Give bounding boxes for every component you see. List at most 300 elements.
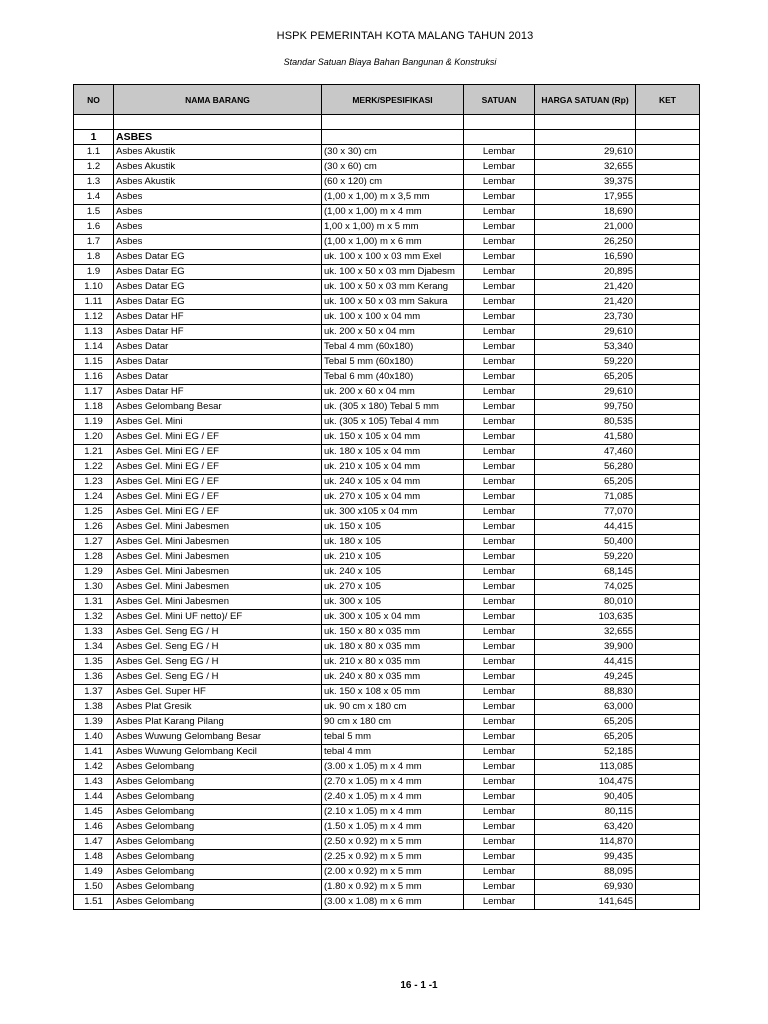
cell-nama-barang: Asbes Wuwung Gelombang Besar (114, 730, 322, 745)
cell-harga-satuan: 80,010 (535, 595, 636, 610)
cell-merk-spesifikasi: 90 cm x 180 cm (322, 715, 464, 730)
cell-nama-barang: Asbes Gelombang (114, 775, 322, 790)
table-row (74, 490, 700, 505)
cell-ket (636, 280, 700, 295)
cell-merk-spesifikasi: uk. 200 x 60 x 04 mm (322, 385, 464, 400)
cell-no: 1.26 (74, 520, 114, 535)
cell-nama-barang: Asbes Datar HF (114, 385, 322, 400)
cell-harga-satuan: 56,280 (535, 460, 636, 475)
cell-nama-barang: Asbes Akustik (114, 160, 322, 175)
cell-no: 1.12 (74, 310, 114, 325)
cell-harga-satuan: 63,420 (535, 820, 636, 835)
cell-harga-satuan: 65,205 (535, 370, 636, 385)
document-title: HSPK PEMERINTAH KOTA MALANG TAHUN 2013 (276, 30, 534, 42)
cell-no: 1.21 (74, 445, 114, 460)
cell-no: 1.9 (74, 265, 114, 280)
cell-harga-satuan: 18,690 (535, 205, 636, 220)
blank-cell (322, 115, 464, 130)
cell-no: 1.11 (74, 295, 114, 310)
cell-no: 1.22 (74, 460, 114, 475)
cell-ket (636, 595, 700, 610)
cell-no: 1.2 (74, 160, 114, 175)
table-row (74, 250, 700, 265)
cell-merk-spesifikasi: tebal 4 mm (322, 745, 464, 760)
cell-ket (636, 325, 700, 340)
cell-ket (636, 370, 700, 385)
cell-merk-spesifikasi: (60 x 120) cm (322, 175, 464, 190)
cell-harga-satuan: 65,205 (535, 715, 636, 730)
cell-harga-satuan: 74,025 (535, 580, 636, 595)
cell-satuan: Lembar (464, 625, 535, 640)
cell-satuan: Lembar (464, 325, 535, 340)
cell-merk-spesifikasi: (1,00 x 1,00) m x 4 mm (322, 205, 464, 220)
cell-harga-satuan: 80,115 (535, 805, 636, 820)
cell-harga-satuan: 65,205 (535, 475, 636, 490)
cell-nama-barang: Asbes Gel. Mini EG / EF (114, 430, 322, 445)
cell-satuan: Lembar (464, 385, 535, 400)
cell-ket (636, 550, 700, 565)
cell-no: 1.30 (74, 580, 114, 595)
cell-harga-satuan: 90,405 (535, 790, 636, 805)
cell-harga-satuan: 20,895 (535, 265, 636, 280)
cell-harga-satuan: 32,655 (535, 625, 636, 640)
cell-harga-satuan: 113,085 (535, 760, 636, 775)
cell-nama-barang: Asbes Gelombang (114, 895, 322, 910)
section-no: 1 (74, 130, 114, 145)
header-harga-satuan: HARGA SATUAN (Rp) (535, 85, 636, 115)
cell-merk-spesifikasi: (2.00 x 0.92) m x 5 mm (322, 865, 464, 880)
cell-ket (636, 700, 700, 715)
cell-no: 1.1 (74, 145, 114, 160)
cell-satuan: Lembar (464, 565, 535, 580)
cell-ket (636, 850, 700, 865)
table-row (74, 190, 700, 205)
cell-ket (636, 475, 700, 490)
cell-merk-spesifikasi: uk. 300 x 105 x 04 mm (322, 610, 464, 625)
cell-no: 1.25 (74, 505, 114, 520)
table-row (74, 415, 700, 430)
cell-harga-satuan: 68,145 (535, 565, 636, 580)
cell-satuan: Lembar (464, 640, 535, 655)
cell-merk-spesifikasi: uk. 180 x 80 x 035 mm (322, 640, 464, 655)
cell-no: 1.33 (74, 625, 114, 640)
cell-satuan: Lembar (464, 550, 535, 565)
cell-satuan: Lembar (464, 610, 535, 625)
cell-ket (636, 775, 700, 790)
cell-no: 1.50 (74, 880, 114, 895)
table-row (74, 385, 700, 400)
cell-nama-barang: Asbes Datar (114, 355, 322, 370)
cell-ket (636, 805, 700, 820)
cell-nama-barang: Asbes Gel. Mini EG / EF (114, 460, 322, 475)
cell-merk-spesifikasi: (2.25 x 0.92) m x 5 mm (322, 850, 464, 865)
cell-no: 1.39 (74, 715, 114, 730)
document-subtitle: Standar Satuan Biaya Bahan Bangunan & Konstruksi (283, 57, 497, 67)
cell-harga-satuan: 21,000 (535, 220, 636, 235)
cell-merk-spesifikasi: uk. 240 x 80 x 035 mm (322, 670, 464, 685)
table-row (74, 580, 700, 595)
cell-satuan: Lembar (464, 655, 535, 670)
cell-no: 1.27 (74, 535, 114, 550)
cell-ket (636, 175, 700, 190)
cell-merk-spesifikasi: uk. 210 x 105 (322, 550, 464, 565)
cell-nama-barang: Asbes Akustik (114, 145, 322, 160)
table-row (74, 220, 700, 235)
cell-harga-satuan: 39,900 (535, 640, 636, 655)
cell-no: 1.44 (74, 790, 114, 805)
cell-no: 1.16 (74, 370, 114, 385)
blank-cell (114, 115, 322, 130)
cell-merk-spesifikasi: uk. 150 x 108 x 05 mm (322, 685, 464, 700)
cell-satuan: Lembar (464, 265, 535, 280)
table-row (74, 145, 700, 160)
cell-nama-barang: Asbes Gelombang (114, 880, 322, 895)
table-row (74, 205, 700, 220)
cell-ket (636, 220, 700, 235)
cell-ket (636, 190, 700, 205)
table-row (74, 670, 700, 685)
cell-no: 1.17 (74, 385, 114, 400)
cell-nama-barang: Asbes Akustik (114, 175, 322, 190)
cell-ket (636, 640, 700, 655)
table-row (74, 235, 700, 250)
cell-no: 1.49 (74, 865, 114, 880)
cell-ket (636, 760, 700, 775)
cell-merk-spesifikasi: (30 x 30) cm (322, 145, 464, 160)
header-no: NO (74, 85, 114, 115)
cell-no: 1.7 (74, 235, 114, 250)
cell-no: 1.14 (74, 340, 114, 355)
cell-harga-satuan: 99,435 (535, 850, 636, 865)
cell-ket (636, 400, 700, 415)
header-ket: KET (636, 85, 700, 115)
cell-nama-barang: Asbes Wuwung Gelombang Kecil (114, 745, 322, 760)
cell-ket (636, 520, 700, 535)
cell-ket (636, 790, 700, 805)
cell-nama-barang: Asbes Gel. Super HF (114, 685, 322, 700)
cell-harga-satuan: 71,085 (535, 490, 636, 505)
table-row (74, 685, 700, 700)
cell-merk-spesifikasi: (1,00 x 1,00) m x 6 mm (322, 235, 464, 250)
cell-nama-barang: Asbes Gel. Seng EG / H (114, 670, 322, 685)
cell-ket (636, 565, 700, 580)
table-row (74, 790, 700, 805)
cell-satuan: Lembar (464, 220, 535, 235)
cell-harga-satuan: 80,535 (535, 415, 636, 430)
cell-no: 1.4 (74, 190, 114, 205)
cell-harga-satuan: 26,250 (535, 235, 636, 250)
cell-satuan: Lembar (464, 835, 535, 850)
cell-satuan: Lembar (464, 760, 535, 775)
cell-satuan: Lembar (464, 460, 535, 475)
cell-merk-spesifikasi: (1.50 x 1.05) m x 4 mm (322, 820, 464, 835)
table-row (74, 160, 700, 175)
table-row (74, 850, 700, 865)
cell-no: 1.47 (74, 835, 114, 850)
cell-merk-spesifikasi: uk. 90 cm x 180 cm (322, 700, 464, 715)
cell-merk-spesifikasi: uk. 100 x 100 x 04 mm (322, 310, 464, 325)
section-name: ASBES (114, 130, 322, 145)
cell-ket (636, 535, 700, 550)
table-row (74, 625, 700, 640)
cell-harga-satuan: 88,095 (535, 865, 636, 880)
cell-ket (636, 490, 700, 505)
cell-ket (636, 295, 700, 310)
table-row (74, 370, 700, 385)
price-table (73, 84, 700, 910)
cell-merk-spesifikasi: uk. 240 x 105 x 04 mm (322, 475, 464, 490)
cell-harga-satuan: 99,750 (535, 400, 636, 415)
cell-nama-barang: Asbes Gelombang (114, 805, 322, 820)
cell-ket (636, 415, 700, 430)
blank-cell (464, 130, 535, 145)
cell-merk-spesifikasi: Tebal 4 mm (60x180) (322, 340, 464, 355)
cell-nama-barang: Asbes Gel. Seng EG / H (114, 640, 322, 655)
cell-no: 1.35 (74, 655, 114, 670)
cell-ket (636, 430, 700, 445)
table-row (74, 475, 700, 490)
blank-cell (74, 115, 114, 130)
cell-satuan: Lembar (464, 340, 535, 355)
cell-harga-satuan: 59,220 (535, 355, 636, 370)
cell-no: 1.5 (74, 205, 114, 220)
cell-merk-spesifikasi: uk. 240 x 105 (322, 565, 464, 580)
table-row (74, 175, 700, 190)
cell-harga-satuan: 88,830 (535, 685, 636, 700)
cell-no: 1.24 (74, 490, 114, 505)
cell-ket (636, 235, 700, 250)
cell-nama-barang: Asbes Gelombang (114, 865, 322, 880)
cell-satuan: Lembar (464, 700, 535, 715)
cell-no: 1.46 (74, 820, 114, 835)
cell-harga-satuan: 69,930 (535, 880, 636, 895)
cell-no: 1.8 (74, 250, 114, 265)
cell-no: 1.36 (74, 670, 114, 685)
cell-nama-barang: Asbes Gel. Mini UF netto)/ EF (114, 610, 322, 625)
cell-harga-satuan: 59,220 (535, 550, 636, 565)
table-row (74, 595, 700, 610)
table-row (74, 820, 700, 835)
cell-harga-satuan: 103,635 (535, 610, 636, 625)
page-footer: 16 - 1 -1 (400, 980, 438, 991)
cell-nama-barang: Asbes Gelombang (114, 820, 322, 835)
cell-harga-satuan: 104,475 (535, 775, 636, 790)
cell-ket (636, 505, 700, 520)
cell-ket (636, 895, 700, 910)
cell-harga-satuan: 65,205 (535, 730, 636, 745)
cell-merk-spesifikasi: uk. 210 x 105 x 04 mm (322, 460, 464, 475)
cell-satuan: Lembar (464, 235, 535, 250)
cell-nama-barang: Asbes Gelombang (114, 760, 322, 775)
cell-harga-satuan: 44,415 (535, 655, 636, 670)
cell-harga-satuan: 21,420 (535, 280, 636, 295)
cell-harga-satuan: 53,340 (535, 340, 636, 355)
cell-ket (636, 715, 700, 730)
table-row (74, 880, 700, 895)
cell-satuan: Lembar (464, 370, 535, 385)
cell-merk-spesifikasi: (2.70 x 1.05) m x 4 mm (322, 775, 464, 790)
cell-satuan: Lembar (464, 730, 535, 745)
table-row (74, 460, 700, 475)
table-row (74, 520, 700, 535)
cell-satuan: Lembar (464, 190, 535, 205)
cell-nama-barang: Asbes Gel. Mini EG / EF (114, 505, 322, 520)
cell-merk-spesifikasi: (1.80 x 0.92) m x 5 mm (322, 880, 464, 895)
cell-satuan: Lembar (464, 400, 535, 415)
cell-nama-barang: Asbes Gel. Mini Jabesmen (114, 580, 322, 595)
cell-ket (636, 835, 700, 850)
cell-harga-satuan: 17,955 (535, 190, 636, 205)
cell-merk-spesifikasi: uk. 270 x 105 x 04 mm (322, 490, 464, 505)
cell-no: 1.3 (74, 175, 114, 190)
cell-merk-spesifikasi: (1,00 x 1,00) m x 3,5 mm (322, 190, 464, 205)
blank-cell (535, 115, 636, 130)
table-row (74, 640, 700, 655)
table-row (74, 865, 700, 880)
cell-nama-barang: Asbes Datar EG (114, 280, 322, 295)
cell-ket (636, 820, 700, 835)
cell-merk-spesifikasi: uk. 100 x 100 x 03 mm Exel (322, 250, 464, 265)
cell-satuan: Lembar (464, 865, 535, 880)
cell-ket (636, 160, 700, 175)
cell-satuan: Lembar (464, 715, 535, 730)
cell-ket (636, 610, 700, 625)
cell-nama-barang: Asbes Gel. Seng EG / H (114, 655, 322, 670)
cell-satuan: Lembar (464, 415, 535, 430)
blank-cell (322, 130, 464, 145)
cell-satuan: Lembar (464, 535, 535, 550)
blank-cell (464, 115, 535, 130)
cell-no: 1.28 (74, 550, 114, 565)
cell-satuan: Lembar (464, 505, 535, 520)
cell-harga-satuan: 21,420 (535, 295, 636, 310)
table-row (74, 325, 700, 340)
cell-no: 1.48 (74, 850, 114, 865)
cell-merk-spesifikasi: (3.00 x 1.08) m x 6 mm (322, 895, 464, 910)
cell-nama-barang: Asbes Plat Karang Pilang (114, 715, 322, 730)
cell-no: 1.51 (74, 895, 114, 910)
cell-harga-satuan: 29,610 (535, 325, 636, 340)
cell-harga-satuan: 50,400 (535, 535, 636, 550)
cell-nama-barang: Asbes Datar EG (114, 295, 322, 310)
cell-nama-barang: Asbes Gel. Mini Jabesmen (114, 535, 322, 550)
cell-no: 1.29 (74, 565, 114, 580)
cell-merk-spesifikasi: uk. 150 x 105 x 04 mm (322, 430, 464, 445)
blank-cell (535, 130, 636, 145)
cell-satuan: Lembar (464, 595, 535, 610)
cell-nama-barang: Asbes Gel. Mini EG / EF (114, 445, 322, 460)
cell-harga-satuan: 23,730 (535, 310, 636, 325)
cell-satuan: Lembar (464, 520, 535, 535)
table-header-row (74, 85, 700, 115)
cell-satuan: Lembar (464, 295, 535, 310)
cell-merk-spesifikasi: uk. 150 x 105 (322, 520, 464, 535)
cell-satuan: Lembar (464, 175, 535, 190)
cell-merk-spesifikasi: uk. 180 x 105 x 04 mm (322, 445, 464, 460)
cell-merk-spesifikasi: uk. (305 x 180) Tebal 5 mm (322, 400, 464, 415)
cell-satuan: Lembar (464, 820, 535, 835)
cell-satuan: Lembar (464, 775, 535, 790)
table-row (74, 355, 700, 370)
cell-nama-barang: Asbes Datar (114, 370, 322, 385)
cell-nama-barang: Asbes (114, 235, 322, 250)
cell-satuan: Lembar (464, 790, 535, 805)
cell-nama-barang: Asbes Datar HF (114, 325, 322, 340)
blank-cell (636, 130, 700, 145)
cell-merk-spesifikasi: (30 x 60) cm (322, 160, 464, 175)
cell-merk-spesifikasi: uk. 100 x 50 x 03 mm Kerang (322, 280, 464, 295)
cell-harga-satuan: 41,580 (535, 430, 636, 445)
table-row (74, 535, 700, 550)
cell-no: 1.40 (74, 730, 114, 745)
cell-satuan: Lembar (464, 310, 535, 325)
cell-satuan: Lembar (464, 145, 535, 160)
cell-ket (636, 265, 700, 280)
cell-satuan: Lembar (464, 475, 535, 490)
cell-satuan: Lembar (464, 580, 535, 595)
cell-satuan: Lembar (464, 160, 535, 175)
cell-merk-spesifikasi: uk. 210 x 80 x 035 mm (322, 655, 464, 670)
cell-nama-barang: Asbes Plat Gresik (114, 700, 322, 715)
cell-harga-satuan: 44,415 (535, 520, 636, 535)
table-row (74, 295, 700, 310)
table-row (74, 505, 700, 520)
cell-nama-barang: Asbes Gelombang (114, 835, 322, 850)
cell-nama-barang: Asbes Gelombang (114, 850, 322, 865)
cell-merk-spesifikasi: (2.40 x 1.05) m x 4 mm (322, 790, 464, 805)
table-row (74, 745, 700, 760)
table-row (74, 775, 700, 790)
cell-merk-spesifikasi: Tebal 5 mm (60x180) (322, 355, 464, 370)
cell-ket (636, 340, 700, 355)
cell-no: 1.38 (74, 700, 114, 715)
cell-harga-satuan: 114,870 (535, 835, 636, 850)
cell-satuan: Lembar (464, 895, 535, 910)
table-row (74, 310, 700, 325)
cell-nama-barang: Asbes Gel. Mini Jabesmen (114, 550, 322, 565)
cell-no: 1.6 (74, 220, 114, 235)
table-body (74, 115, 700, 910)
cell-ket (636, 745, 700, 760)
cell-satuan: Lembar (464, 745, 535, 760)
cell-nama-barang: Asbes Gel. Mini EG / EF (114, 490, 322, 505)
cell-satuan: Lembar (464, 850, 535, 865)
cell-no: 1.43 (74, 775, 114, 790)
cell-no: 1.18 (74, 400, 114, 415)
cell-merk-spesifikasi: uk. 100 x 50 x 03 mm Djabesm (322, 265, 464, 280)
header-satuan: SATUAN (464, 85, 535, 115)
cell-harga-satuan: 52,185 (535, 745, 636, 760)
cell-ket (636, 385, 700, 400)
table-row (74, 610, 700, 625)
cell-satuan: Lembar (464, 490, 535, 505)
table-row (74, 400, 700, 415)
cell-merk-spesifikasi: 1,00 x 1,00) m x 5 mm (322, 220, 464, 235)
cell-no: 1.42 (74, 760, 114, 775)
cell-merk-spesifikasi: uk. 270 x 105 (322, 580, 464, 595)
table-row (74, 700, 700, 715)
cell-nama-barang: Asbes Datar EG (114, 265, 322, 280)
cell-ket (636, 880, 700, 895)
cell-no: 1.41 (74, 745, 114, 760)
table-row (74, 265, 700, 280)
cell-nama-barang: Asbes Gel. Mini Jabesmen (114, 520, 322, 535)
cell-ket (636, 655, 700, 670)
cell-no: 1.37 (74, 685, 114, 700)
cell-no: 1.45 (74, 805, 114, 820)
cell-no: 1.10 (74, 280, 114, 295)
table-row (74, 655, 700, 670)
